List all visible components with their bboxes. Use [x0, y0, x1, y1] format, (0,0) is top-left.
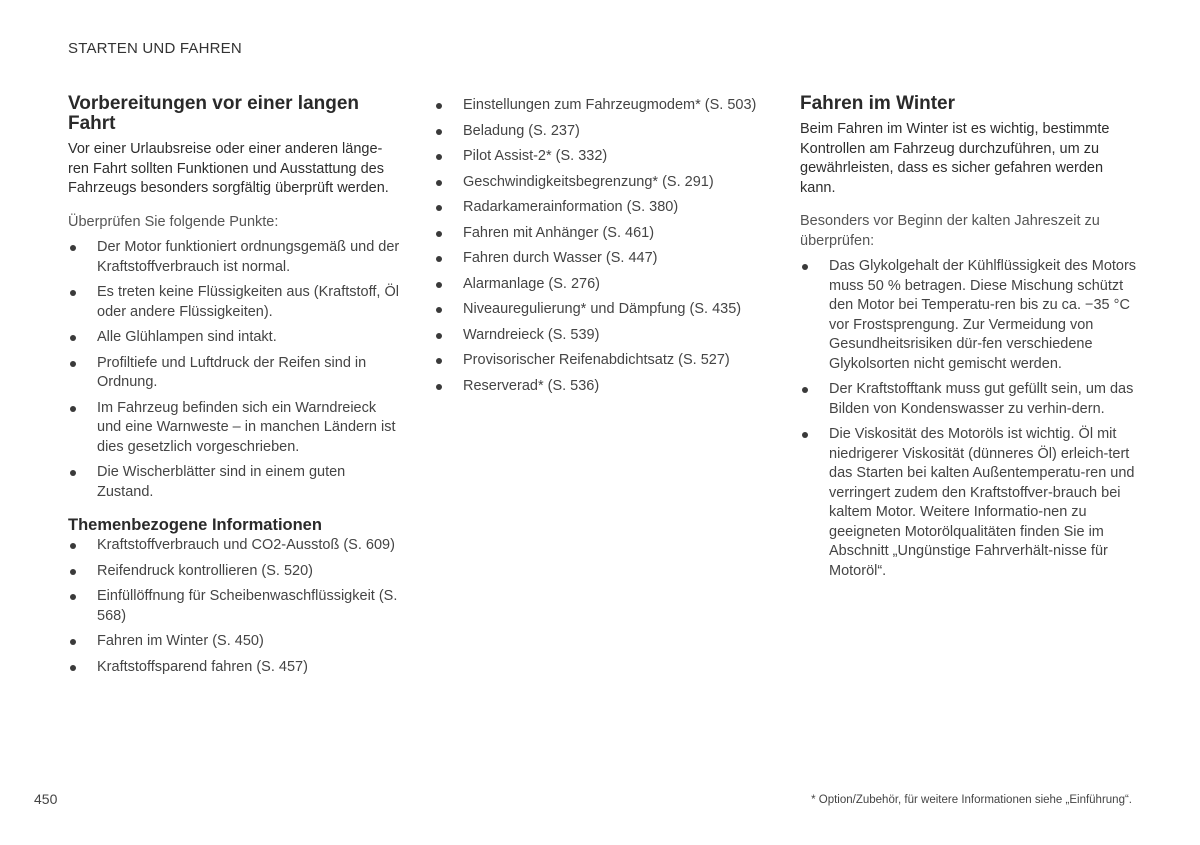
- related-topic-link[interactable]: Kraftstoffverbrauch und CO2-Ausstoß (S. 609): [68, 536, 403, 556]
- related-topics-title: Themenbezogene Informationen: [68, 516, 322, 534]
- list-item: Der Motor funktioniert ordnungsgemäß und der Kraftstoffverbrauch ist normal.: [68, 238, 403, 277]
- winter-title: Fahren im Winter: [800, 93, 956, 114]
- bullet-icon: [436, 103, 442, 109]
- bullet-icon: [436, 358, 442, 364]
- bullet-icon: [70, 543, 76, 549]
- column-winter-driving: [800, 94, 1140, 581]
- list-item: Der Kraftstofftank muss gut gefüllt sein, um das Bilden von Kondenswasser zu verhin-dern.: [800, 380, 1140, 419]
- bullet-icon: [70, 639, 76, 645]
- bullet-icon: [436, 129, 442, 135]
- related-topic-link[interactable]: Einstellungen zum Fahrzeugmodem* (S. 503): [434, 96, 774, 116]
- list-item: Im Fahrzeug befinden sich ein Warndreieck und eine Warnweste – in manchen Ländern ist dies gesetzlich vorgeschrieben.: [68, 399, 403, 458]
- list-item: Alle Glühlampen sind intakt.: [68, 328, 403, 348]
- list-item: Die Viskosität des Motoröls ist wichtig. Öl mit niedrigerer Viskosität (dünneres Öl) erleich-tert das Starten bei kalten Außentemperatu-ren und verringert zudem den Kraftstoffver-brauch bei kaltem Motor. Weitere Informatio-nen zu geeigneten Motorölqualitäten finden Sie im Abschnitt „Ungünstige Fahrverhält-nisse für Motoröl“.: [800, 425, 1140, 581]
- related-topic-link[interactable]: Kraftstoffsparend fahren (S. 457): [68, 658, 403, 678]
- long-trip-intro: Vor einer Urlaubsreise oder einer anderen länge-ren Fahrt sollten Funktionen und Ausstattung des Fahrzeugs besonders sorgfältig überprüft werden.: [68, 141, 389, 196]
- bullet-icon: [70, 569, 76, 575]
- bullet-icon: [70, 290, 76, 296]
- related-topic-link[interactable]: Provisorischer Reifenabdichtsatz (S. 527): [434, 351, 774, 371]
- related-topic-link[interactable]: Warndreieck (S. 539): [434, 326, 774, 346]
- related-topic-link[interactable]: Einfüllöffnung für Scheibenwaschflüssigkeit (S. 568): [68, 587, 403, 626]
- long-trip-title: Vorbereitungen vor einer langen Fahrt: [68, 93, 360, 134]
- bullet-icon: [70, 665, 76, 671]
- list-item: Die Wischerblätter sind in einem guten Zustand.: [68, 463, 403, 502]
- bullet-icon: [70, 406, 76, 412]
- bullet-icon: [70, 245, 76, 251]
- related-topics-list: [68, 536, 403, 677]
- bullet-icon: [436, 154, 442, 160]
- related-topic-link[interactable]: Geschwindigkeitsbegrenzung* (S. 291): [434, 173, 774, 193]
- related-topic-link[interactable]: Radarkamerainformation (S. 380): [434, 198, 774, 218]
- bullet-icon: [802, 264, 808, 270]
- related-topics-list-continued: [434, 96, 774, 396]
- related-topic-link[interactable]: Fahren im Winter (S. 450): [68, 632, 403, 652]
- section-header: STARTEN UND FAHREN: [68, 40, 242, 57]
- list-item: Es treten keine Flüssigkeiten aus (Kraftstoff, Öl oder andere Flüssigkeiten).: [68, 283, 403, 322]
- list-item: Das Glykolgehalt der Kühlflüssigkeit des Motors muss 50 % betragen. Diese Mischung schützt den Motor bei Temperatu-ren bis zu ca. −35 °C vor Frostsprengung. Zur Vermeidung von Gesundheitsrisiken dür-fen verschiedene Glykolsorten nicht gemischt werden.: [800, 257, 1140, 374]
- related-topic-link[interactable]: Fahren durch Wasser (S. 447): [434, 249, 774, 269]
- bullet-icon: [436, 282, 442, 288]
- bullet-icon: [70, 594, 76, 600]
- page-number: 450: [34, 791, 58, 807]
- bullet-icon: [802, 387, 808, 393]
- related-topic-link[interactable]: Alarmanlage (S. 276): [434, 275, 774, 295]
- list-item: Profiltiefe und Luftdruck der Reifen sind in Ordnung.: [68, 354, 403, 393]
- winter-checklist: [800, 257, 1140, 581]
- winter-intro: Beim Fahren im Winter ist es wichtig, bestimmte Kontrollen am Fahrzeug durchzuführen, um zu gewährleisten, dass es sicher gefahren werden kann.: [800, 121, 1110, 196]
- related-topic-link[interactable]: Reifendruck kontrollieren (S. 520): [68, 562, 403, 582]
- column-long-trip: [68, 94, 403, 677]
- bullet-icon: [436, 384, 442, 390]
- bullet-icon: [436, 307, 442, 313]
- related-topic-link[interactable]: Beladung (S. 237): [434, 122, 774, 142]
- column-related-topics-continued: [434, 94, 774, 396]
- bullet-icon: [436, 256, 442, 262]
- bullet-icon: [70, 335, 76, 341]
- bullet-icon: [436, 180, 442, 186]
- bullet-icon: [436, 231, 442, 237]
- long-trip-lead: Überprüfen Sie folgende Punkte:: [68, 213, 279, 230]
- related-topic-link[interactable]: Niveauregulierung* und Dämpfung (S. 435): [434, 300, 774, 320]
- related-topic-link[interactable]: Reserverad* (S. 536): [434, 377, 774, 397]
- long-trip-checklist: [68, 238, 403, 502]
- related-topic-link[interactable]: Pilot Assist-2* (S. 332): [434, 147, 774, 167]
- bullet-icon: [70, 470, 76, 476]
- bullet-icon: [802, 432, 808, 438]
- related-topic-link[interactable]: Fahren mit Anhänger (S. 461): [434, 224, 774, 244]
- footnote: * Option/Zubehör, für weitere Informationen siehe „Einführung“.: [811, 794, 1132, 806]
- winter-lead: Besonders vor Beginn der kalten Jahreszeit zu überprüfen:: [800, 213, 1100, 249]
- bullet-icon: [436, 333, 442, 339]
- bullet-icon: [436, 205, 442, 211]
- bullet-icon: [70, 361, 76, 367]
